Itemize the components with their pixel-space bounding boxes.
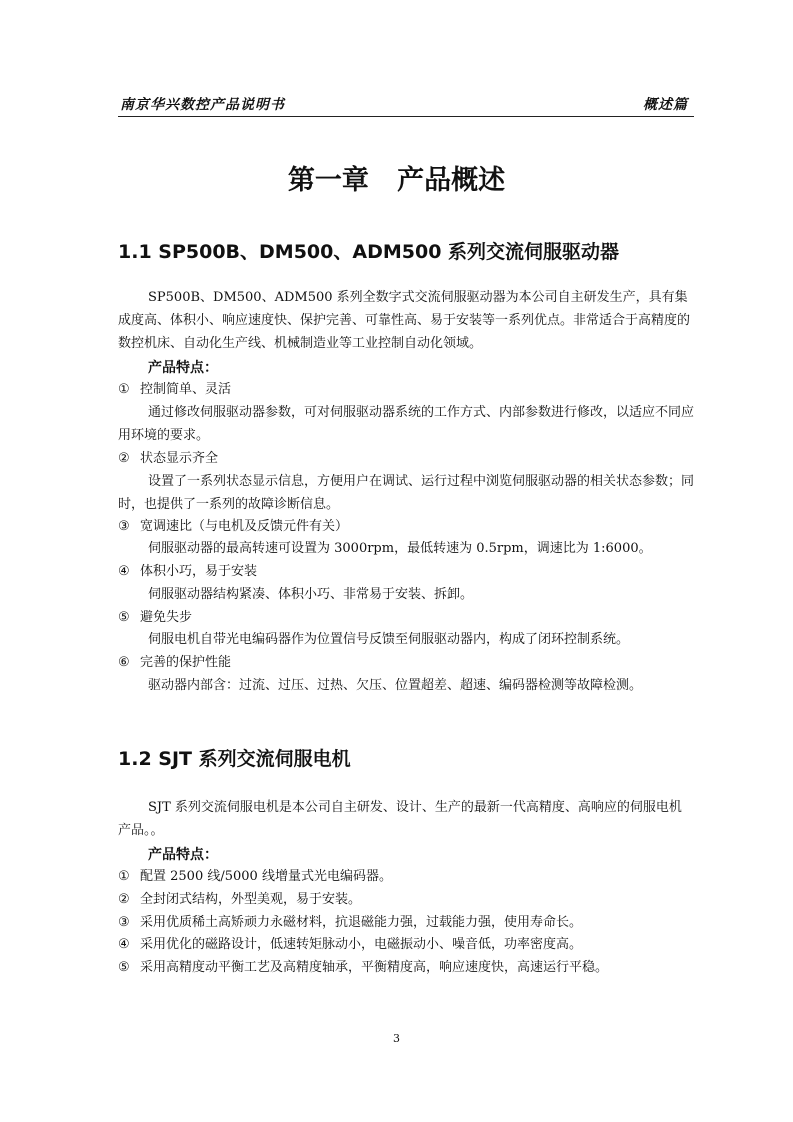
feature-description: 设置了一系列状态显示信息，方便用户在调试、运行过程中浏览伺服驱动器的相关状态参数；同时，也提供了一系列的故障诊断信息。	[118, 474, 695, 512]
section-title-1-2: 1.2 SJT 系列交流伺服电机	[118, 748, 351, 770]
feature-item-title	[118, 608, 694, 628]
feature-number: ⑥	[118, 655, 130, 670]
feature-number: ②	[118, 451, 130, 466]
feature-number: ④	[118, 564, 130, 579]
motor-feature-item	[118, 867, 694, 887]
feature-text: 全封闭式结构，外型美观，易于安装。	[140, 892, 362, 907]
feature-title: 体积小巧，易于安装	[140, 564, 258, 579]
feature-item-title	[118, 653, 694, 673]
page-header	[118, 94, 694, 117]
feature-item-title	[118, 449, 694, 469]
feature-number: ①	[118, 382, 130, 397]
feature-title: 控制简单、灵活	[140, 382, 232, 397]
feature-description: 伺服驱动器结构紧凑、体积小巧、非常易于安装、拆卸。	[148, 587, 474, 602]
header-right-title: 概述篇	[643, 97, 688, 113]
motor-feature-item	[118, 935, 694, 955]
motor-feature-item	[118, 913, 694, 933]
feature-description: 通过修改伺服驱动器参数，可对伺服驱动器系统的工作方式、内部参数进行修改，以适应不同应用环境的要求。	[118, 405, 695, 443]
section1-features-heading: 产品特点：	[148, 360, 218, 376]
section2-intro: SJT 系列交流伺服电机是本公司自主研发、设计、生产的最新一代高精度、高响应的伺服电机产品。。	[118, 800, 682, 838]
section1-intro: SP500B、DM500、ADM500 系列全数字式交流伺服驱动器为本公司自主研发生产，具有集成度高、体积小、响应速度快、保护完善、可靠性高、易于安装等一系列优点。非常适合于高精度的数控机床、自动化生产线、机械制造业等工业控制自动化领域。	[118, 290, 691, 351]
motor-feature-item	[118, 958, 694, 978]
feature-item-title	[118, 562, 694, 582]
header-left-title: 南京华兴数控产品说明书	[120, 97, 285, 113]
feature-number: ④	[118, 937, 130, 952]
feature-description: 驱动器内部含：过流、过压、过热、欠压、位置超差、超速、编码器检测等故障检测。	[148, 678, 643, 693]
feature-number: ⑤	[118, 610, 130, 625]
feature-number: ⑤	[118, 960, 130, 975]
page-number: 3	[393, 1032, 400, 1045]
feature-number: ②	[118, 892, 130, 907]
feature-number: ③	[118, 915, 130, 930]
feature-text: 配置 2500 线/5000 线增量式光电编码器。	[140, 869, 392, 884]
section-title-1-1: 1.1 SP500B、DM500、ADM500 系列交流伺服驱动器	[118, 241, 620, 263]
feature-title: 宽调速比（与电机及反馈元件有关）	[140, 519, 349, 534]
feature-text: 采用高精度动平衡工艺及高精度轴承，平衡精度高，响应速度快，高速运行平稳。	[140, 960, 609, 975]
chapter-title: 第一章 产品概述	[287, 165, 506, 196]
feature-title: 避免失步	[140, 610, 193, 625]
feature-number: ①	[118, 869, 130, 884]
feature-title: 完善的保护性能	[140, 655, 232, 670]
feature-item-title	[118, 380, 694, 400]
feature-title: 状态显示齐全	[140, 451, 219, 466]
section2-features-heading: 产品特点：	[148, 847, 218, 863]
feature-description: 伺服驱动器的最高转速可设置为 3000rpm，最低转速为 0.5rpm，调速比为 1:6000。	[148, 541, 652, 556]
feature-item-title	[118, 517, 694, 537]
feature-text: 采用优质稀土高矫顽力永磁材料，抗退磁能力强，过载能力强，使用寿命长。	[140, 915, 583, 930]
feature-number: ③	[118, 519, 130, 534]
feature-description: 伺服电机自带光电编码器作为位置信号反馈至伺服驱动器内，构成了闭环控制系统。	[148, 632, 630, 647]
motor-feature-item	[118, 890, 694, 910]
feature-text: 采用优化的磁路设计，低速转矩脉动小，电磁振动小、噪音低，功率密度高。	[140, 937, 583, 952]
